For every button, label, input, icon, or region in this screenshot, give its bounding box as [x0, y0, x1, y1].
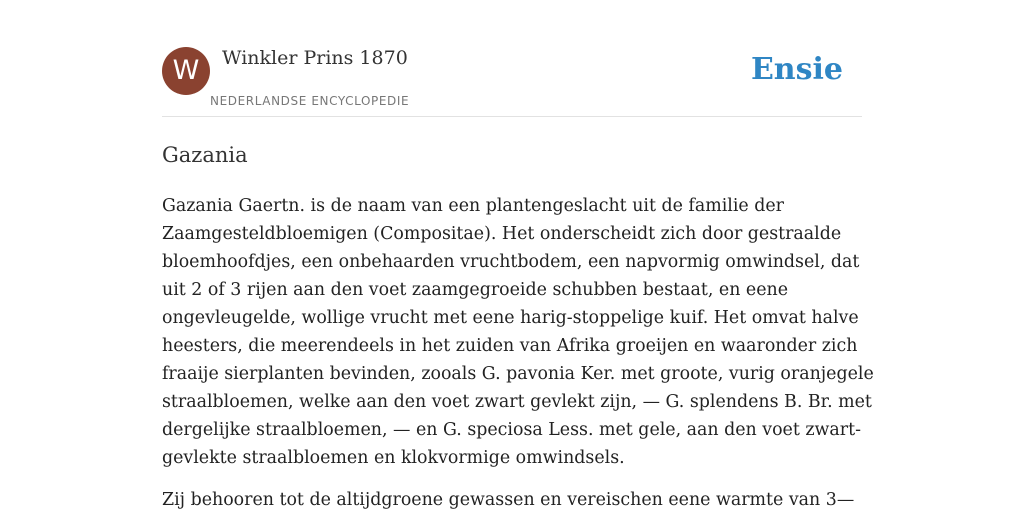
- text-line: bloemhoofdjes, een onbehaarden vruchtbodem, een napvormig omwindsel, dat: [162, 252, 860, 272]
- article-body: [162, 192, 874, 512]
- page-header: [162, 0, 862, 117]
- text-line: ongevleugelde, wollige vrucht met eene harig-stoppelige kuif. Het omvat halve: [162, 308, 859, 328]
- source-subtitle: NEDERLANDSE ENCYCLOPEDIE: [210, 94, 410, 108]
- text-line: uit 2 of 3 rijen aan den voet zaamgegroeide schubben bestaat, en eene: [162, 280, 789, 300]
- article-paragraph: [162, 486, 862, 512]
- text-line: fraaije sierplanten bevinden, zooals G. pavonia Ker. met groote, vurig oranjegele: [162, 364, 874, 384]
- article-paragraph: [162, 192, 874, 472]
- text-line: gevlekte straalbloemen en klokvormige omwindsels.: [162, 448, 625, 468]
- text-line: heesters, die meerendeels in het zuiden van Afrika groeijen en waaronder zich: [162, 336, 858, 356]
- ensie-logo-link[interactable]: Ensie: [750, 52, 843, 87]
- text-line: Zaamgesteldbloemigen (Compositae). Het onderscheidt zich door gestraalde: [162, 224, 842, 244]
- text-line: Zij behooren tot de altijdgroene gewassen en vereischen eene warmte van 3—: [162, 490, 855, 510]
- page-title: Gazania: [162, 143, 248, 167]
- source-title[interactable]: Winkler Prins 1870: [222, 47, 408, 69]
- text-line: dergelijke straalbloemen, — en G. speciosa Less. met gele, aan den voet zwart-: [162, 420, 861, 440]
- text-line: straalbloemen, welke aan den voet zwart gevlekt zijn, — G. splendens B. Br. met: [162, 392, 872, 412]
- source-avatar[interactable]: W: [162, 47, 210, 95]
- text-line: Gazania Gaertn. is de naam van een plantengeslacht uit de familie der: [162, 196, 784, 216]
